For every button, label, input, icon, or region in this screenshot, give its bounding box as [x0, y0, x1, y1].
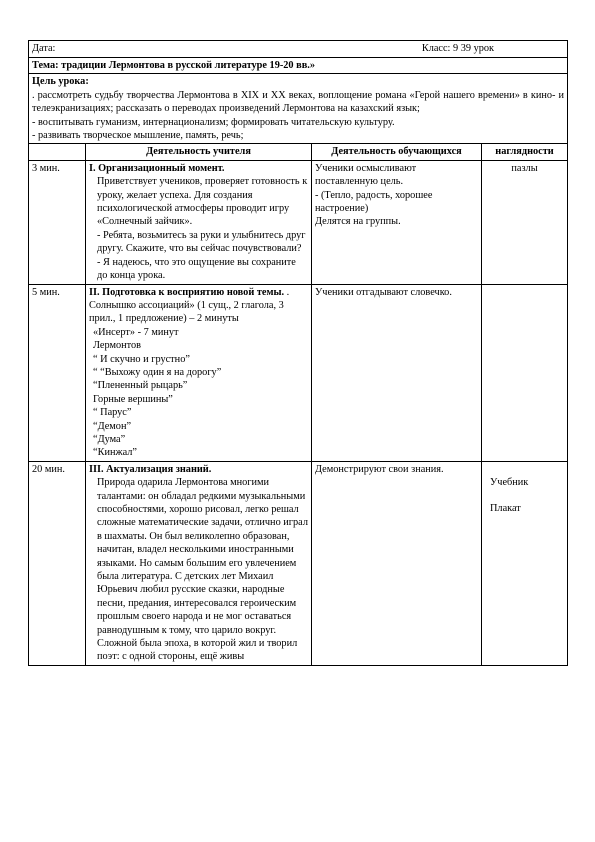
row-time: 20 мин. — [29, 461, 86, 665]
visual-text: Учебник — [490, 476, 529, 488]
goals-title: Цель урока: — [32, 76, 89, 88]
row-title: I. Организационный момент. — [89, 162, 225, 174]
columns-header-row — [29, 144, 568, 160]
col-header-teacher: Деятельность учителя — [86, 144, 312, 160]
teacher-text: Природа одарила Лермонтова многими талантами: он обладал редкими музыкальными способностями, хорошо рисовал, легко решал сложные математические задачи, отлично играл в шахматы. Он был великолепно образован, начитан, владел несколькими иностранными языками. Но самым большим его увлечением была литература. С детских лет Михаил Юрьевич любил русские сказки, народные песни, предания, интересовался героическим прошлым своего народа и не мог оставаться равнодушным к тому, что царило вокруг. — [97, 477, 308, 636]
col-header-students: Деятельность обучающихся — [312, 144, 482, 160]
row-students — [312, 160, 482, 284]
list-item: “ Парус” — [93, 407, 132, 419]
lesson-plan-page — [28, 40, 567, 666]
list-item: «Инсерт» - 7 минут — [93, 326, 179, 338]
row-teacher — [86, 461, 312, 665]
table-row — [29, 160, 568, 284]
col-header-time — [29, 144, 86, 160]
row-time: 5 мин. — [29, 284, 86, 461]
students-text: Демонстрируют свои знания. — [315, 463, 444, 475]
goals-row — [29, 74, 568, 144]
goal-line: - развивать творческое мышление, память, речь; — [32, 130, 244, 142]
row-students — [312, 461, 482, 665]
goal-line: . рассмотреть судьбу творчества Лермонтова в XIX и XX веках, воплощение романа «Герой нашего времени» в кино- и телеэкранизациях; рассказать о переводах произведений Лермонтова на казахский язык; — [32, 89, 565, 115]
list-item: Горные вершины” — [93, 393, 173, 405]
col-header-visual: наглядности — [482, 144, 568, 160]
row-title: III. Актуализация знаний. — [89, 463, 212, 475]
teacher-text: Сложной была эпоха, в которой жил и творил поэт: с одной стороны, ещё живы — [97, 638, 298, 663]
list-item: “ “Выхожу один я на дорогу” — [93, 366, 222, 378]
visual-text: пазлы — [511, 162, 538, 174]
list-item: “ И скучно и грустно” — [93, 353, 190, 365]
visual-text: Плакат — [490, 503, 521, 515]
row-visual — [482, 160, 568, 284]
students-text: Ученики отгадывают словечко. — [315, 286, 452, 298]
lesson-plan-table — [28, 40, 568, 666]
teacher-text: Приветствует учеников, проверяет готовность к уроку, желает успеха. Для создания психологической атмосферы проводит игру «Солнечный зайчик». — [97, 176, 308, 228]
teacher-list — [89, 326, 308, 460]
date-label: Дата: — [32, 43, 56, 54]
row-time: 3 мин. — [29, 160, 86, 284]
topic-row — [29, 58, 568, 74]
students-text: Делятся на группы. — [315, 216, 401, 228]
table-row — [29, 461, 568, 665]
list-item: “Демон” — [93, 420, 132, 432]
class-label: Класс: 9 39 урок — [421, 43, 495, 54]
row-visual — [482, 461, 568, 665]
students-text: - (Тепло, радость, хорошее настроение) — [315, 189, 433, 215]
row-teacher — [86, 284, 312, 461]
list-item: “Дума” — [93, 433, 126, 445]
list-item: “Плененный рыцарь” — [93, 380, 188, 392]
row-students — [312, 284, 482, 461]
row-title-rest: . Солнышко ассоциаций» (1 сущ., 2 глагола, 3 прил., 1 предложение) – 2 минуты — [89, 286, 290, 325]
list-item: “Кинжал” — [93, 447, 137, 459]
teacher-text: - Ребята, возьмитесь за руки и улыбнитесь друг другу. Скажите, что вы сейчас почувствовали? — [97, 229, 306, 255]
students-text: Ученики осмысливают поставленную цель. — [315, 162, 417, 188]
goal-line: - воспитывать гуманизм, интернационализм; формировать читательскую культуру. — [32, 116, 395, 128]
table-row — [29, 284, 568, 461]
topic: Тема: традиции Лермонтова в русской литературе 19-20 вв.» — [29, 58, 568, 74]
row-title: II. Подготовка к восприятию новой темы. — [89, 286, 285, 298]
list-item: Лермонтов — [93, 340, 142, 352]
teacher-text: - Я надеюсь, что это ощущение вы сохраните до конца урока. — [97, 256, 296, 282]
date-row — [29, 41, 568, 58]
row-visual — [482, 284, 568, 461]
row-teacher — [86, 160, 312, 284]
